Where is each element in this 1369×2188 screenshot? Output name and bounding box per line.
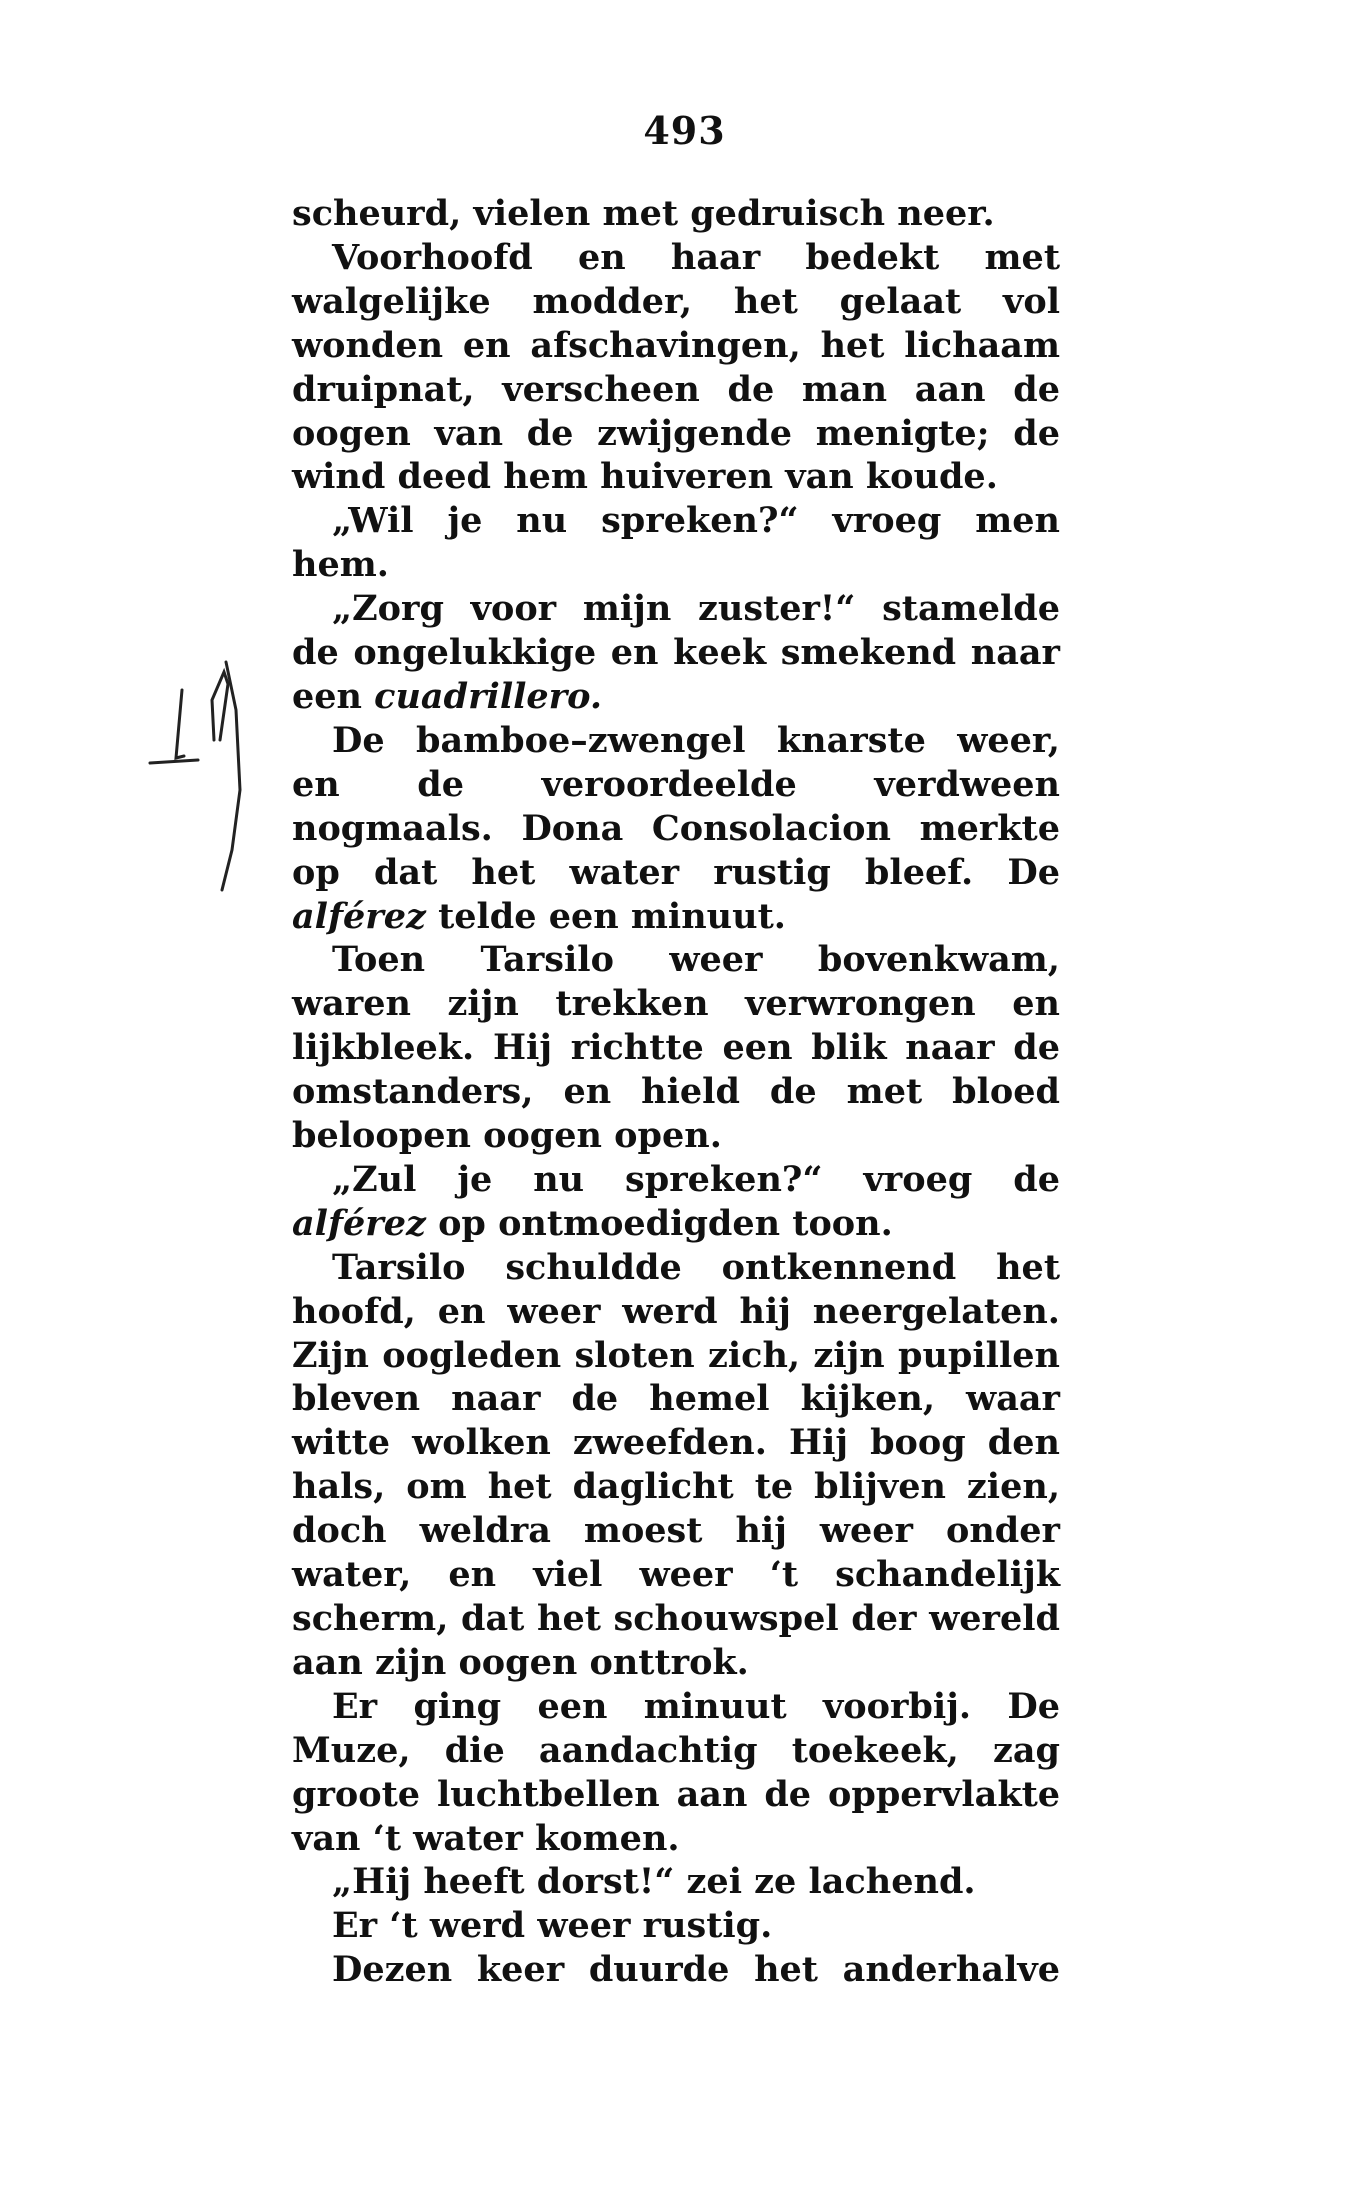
handwritten-pencil-mark-icon <box>140 640 260 900</box>
italic-term: cuadrillero. <box>374 675 603 717</box>
paragraph: „Hij heeft dorst!“ zei ze lachend. <box>332 1861 976 1903</box>
paragraph-text: telde een minuut. <box>425 895 786 937</box>
paragraph-text: „Zul je nu spreken?“ vroeg de <box>332 1158 1060 1200</box>
paragraph: Tarsilo schuldde ontkennend het hoofd, en weer werd hij neergelaten. Zijn oogleden sloten zich, zijn pupillen bleven naar de hemel kijken, waar witte wolken zweefden. Hij boog den hals, om het daglicht te blijven zien, doch weldra moest hij weer onder water, en viel weer ‘t schandelijk scherm, dat het schouwspel der wereld aan zijn oogen onttrok. <box>292 1246 1060 1683</box>
paragraph-text: op ontmoedigden toon. <box>425 1202 893 1244</box>
italic-term: alférez <box>292 1202 426 1244</box>
paragraph <box>292 1158 1060 1246</box>
paragraph <box>292 587 1060 719</box>
paragraph: Er ging een minuut voorbij. De Muze, die aandachtig toekeek, zag groote luchtbellen aan de oppervlakte van ‘t water komen. <box>292 1685 1060 1859</box>
body-text <box>292 192 1060 1992</box>
paragraph-text: „Zorg voor mijn zuster!“ stamelde de ongelukkige en keek smekend naar een <box>292 588 1060 717</box>
paragraph <box>292 719 1060 939</box>
paragraph: „Wil je nu spreken?“ vroeg men hem. <box>292 500 1060 586</box>
paragraph: Er ‘t werd weer rustig. <box>332 1905 773 1947</box>
page-number: 493 <box>643 108 726 153</box>
paragraph: scheurd, vielen met gedruisch neer. <box>292 193 995 234</box>
paragraph: Toen Tarsilo weer bovenkwam, waren zijn trekken verwrongen en lijkbleek. Hij richtte een blik naar de omstanders, en hield de met bloed beloopen oogen open. <box>292 939 1060 1157</box>
paragraph: Dezen keer duurde het anderhalve <box>332 1949 1060 1991</box>
italic-term: alférez <box>292 895 426 937</box>
paragraph-text: De bamboe–zwengel knarste weer, en de veroordeelde verdween nogmaals. Dona Consolacion merkte op dat het water rustig bleef. De <box>292 719 1060 893</box>
paragraph: Voorhoofd en haar bedekt met walgelijke modder, het gelaat vol wonden en afschavingen, het lichaam druipnat, verscheen de man aan de oogen van de zwijgende menigte; de wind deed hem huiveren van koude. <box>292 236 1060 498</box>
